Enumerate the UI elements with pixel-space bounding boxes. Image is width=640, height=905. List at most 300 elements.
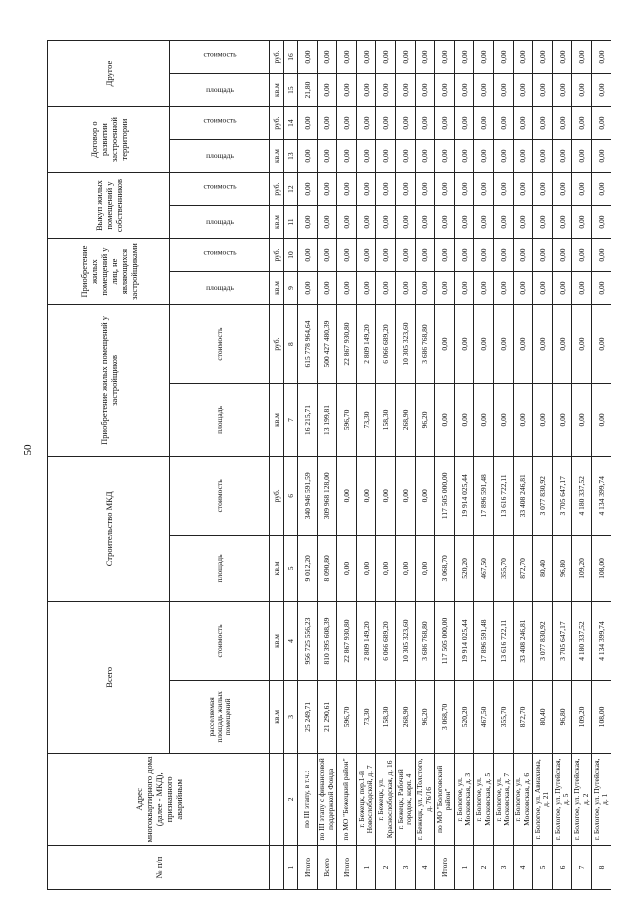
row-value: 80,40 [533, 681, 553, 754]
row-value: 0,00 [415, 173, 435, 206]
row-value: 0,00 [513, 41, 533, 74]
unit-cell: руб. [270, 456, 284, 535]
row-value: 0,00 [376, 456, 396, 535]
row-value: 0,00 [435, 74, 455, 107]
row-value: 0,00 [356, 272, 376, 305]
row-value: 0,00 [395, 272, 415, 305]
row-value: 117 505 000,00 [435, 601, 455, 680]
row-value: 0,00 [493, 272, 513, 305]
row-value: 21 290,61 [317, 681, 337, 754]
row-value: 0,00 [591, 173, 611, 206]
row-value: 0,00 [474, 107, 494, 140]
row-value: 10 305 323,60 [395, 305, 415, 384]
row-value: 3 068,70 [435, 681, 455, 754]
header-row-groups [48, 41, 170, 890]
row-value: 0,00 [376, 41, 396, 74]
rotated-table-frame [47, 40, 611, 890]
table-row [533, 41, 553, 890]
header-sub-label: площадь [205, 151, 234, 161]
row-value: 0,00 [513, 206, 533, 239]
row-value: 0,00 [337, 456, 357, 535]
row-value: 0,00 [337, 41, 357, 74]
row-value: 0,00 [356, 74, 376, 107]
row-value: 0,00 [356, 239, 376, 272]
row-value: 96,20 [415, 384, 435, 457]
header-sub-territory-area [170, 140, 270, 173]
row-value: 0,00 [356, 140, 376, 173]
row-value: 0,00 [298, 140, 318, 173]
row-value: 0,00 [513, 74, 533, 107]
row-value: 0,00 [513, 107, 533, 140]
header-group-purchase-developers: Приобретение жилых помещений у застройщиков [48, 305, 170, 457]
row-value: 0,00 [493, 107, 513, 140]
column-number: 14 [284, 107, 298, 140]
row-value: 0,00 [395, 535, 415, 601]
unit-cell: руб. [270, 173, 284, 206]
row-number: Итого [298, 846, 318, 890]
row-value: 0,00 [493, 206, 513, 239]
column-number: 10 [284, 239, 298, 272]
row-value: 467,50 [474, 535, 494, 601]
table-row [474, 41, 494, 890]
row-value: 25 249,71 [298, 681, 318, 754]
row-value: 9 012,20 [298, 535, 318, 601]
row-value: 0,00 [474, 173, 494, 206]
header-sub-label: площадь [205, 283, 234, 293]
row-address: г. Бологое, ул. Путейская, д. 5 [552, 753, 572, 845]
row-value: 109,20 [572, 535, 592, 601]
row-value: 0,00 [395, 173, 415, 206]
row-value: 0,00 [337, 535, 357, 601]
row-value: 268,90 [395, 384, 415, 457]
row-address: г. Бежецк, пер.1-й Новослободской, д. 7 [356, 753, 376, 845]
header-sub-construction-area: площадь [170, 535, 270, 601]
table-row [591, 41, 611, 890]
header-group-construction: Строительство МКД [48, 456, 170, 601]
row-value: 0,00 [474, 41, 494, 74]
row-number: 2 [376, 846, 396, 890]
row-value: 0,00 [337, 74, 357, 107]
column-number: 15 [284, 74, 298, 107]
row-number: 1 [454, 846, 474, 890]
row-value: 0,00 [474, 239, 494, 272]
row-value: 96,80 [552, 681, 572, 754]
page-number: 50 [22, 444, 34, 456]
resettlement-table [47, 40, 611, 890]
row-address: по МО "Бологовский район" [435, 753, 455, 845]
row-number: 1 [356, 846, 376, 890]
row-value: 0,00 [317, 107, 337, 140]
header-group-purchase-non-developers: Приобретение жилых помещений у лиц, не являющихся застройщиками [48, 239, 170, 305]
row-value: 13 199,81 [317, 384, 337, 457]
unit-cell [270, 753, 284, 845]
row-value: 108,00 [591, 681, 611, 754]
row-value: 158,30 [376, 384, 396, 457]
row-value: 0,00 [298, 107, 318, 140]
row-value: 0,00 [591, 305, 611, 384]
row-value: 33 408 246,81 [513, 456, 533, 535]
row-value: 0,00 [415, 41, 435, 74]
row-value: 0,00 [533, 173, 553, 206]
row-value: 0,00 [591, 272, 611, 305]
row-value: 0,00 [474, 74, 494, 107]
column-number: 1 [284, 846, 298, 890]
table-row [337, 41, 357, 890]
row-value: 956 725 556,23 [298, 601, 318, 680]
row-value: 19 914 025,44 [454, 601, 474, 680]
row-value: 0,00 [552, 305, 572, 384]
header-group-other: Другое [48, 41, 170, 107]
table-row [493, 41, 513, 890]
column-number: 4 [284, 601, 298, 680]
row-value: 0,00 [435, 384, 455, 457]
row-value: 0,00 [533, 41, 553, 74]
row-number: Всего [317, 846, 337, 890]
row-value: 615 778 964,64 [298, 305, 318, 384]
row-value: 0,00 [454, 107, 474, 140]
row-address: г. Бежецк, ул. Л.Толстого, д. 76/16 [415, 753, 435, 845]
row-value: 0,00 [572, 74, 592, 107]
row-value: 0,00 [415, 140, 435, 173]
unit-cell: руб. [270, 239, 284, 272]
row-value: 0,00 [395, 239, 415, 272]
row-value: 0,00 [533, 239, 553, 272]
row-value: 0,00 [572, 206, 592, 239]
header-sub-developers-cost: стоимость [170, 305, 270, 384]
row-value: 6 066 689,20 [376, 601, 396, 680]
table-row [415, 41, 435, 890]
row-value: 0,00 [356, 456, 376, 535]
row-value: 0,00 [356, 535, 376, 601]
row-value: 0,00 [356, 41, 376, 74]
row-value: 0,00 [395, 74, 415, 107]
row-value: 0,00 [454, 173, 474, 206]
column-number: 2 [284, 753, 298, 845]
document-page [47, 40, 611, 890]
row-value: 0,00 [376, 206, 396, 239]
row-value: 3 686 768,80 [415, 601, 435, 680]
header-group-territory-development: Договор о развитии застроенной территории [48, 107, 170, 173]
table-row [356, 41, 376, 890]
row-value: 17 896 591,48 [474, 456, 494, 535]
header-col-no: № п/п [48, 846, 270, 890]
table-row [552, 41, 572, 890]
row-value: 0,00 [415, 456, 435, 535]
row-value: 0,00 [552, 173, 572, 206]
row-value: 0,00 [454, 305, 474, 384]
row-value: 0,00 [474, 384, 494, 457]
column-number: 16 [284, 41, 298, 74]
row-number: 3 [493, 846, 513, 890]
row-value: 3 077 830,92 [533, 601, 553, 680]
column-number: 12 [284, 173, 298, 206]
row-value: 0,00 [298, 272, 318, 305]
row-value: 13 616 722,11 [493, 601, 513, 680]
row-value: 355,70 [493, 535, 513, 601]
row-value: 0,00 [474, 272, 494, 305]
header-col-address: Адрес многоквартирного дома (далее - МКД), признанного аварийным [48, 753, 270, 845]
row-value: 0,00 [533, 107, 553, 140]
row-value: 8 090,80 [317, 535, 337, 601]
column-number: 3 [284, 681, 298, 754]
row-value: 0,00 [513, 384, 533, 457]
row-value: 0,00 [552, 107, 572, 140]
row-value: 0,00 [435, 41, 455, 74]
row-address: г. Бологое, ул. Московская, д. 5 [474, 753, 494, 845]
row-address: г. Бежецк, ул. Краснослободская, д. 16 [376, 753, 396, 845]
row-value: 3 077 830,92 [533, 456, 553, 535]
row-value: 2 809 149,20 [356, 305, 376, 384]
table-row [395, 41, 415, 890]
row-value: 96,20 [415, 681, 435, 754]
row-value: 73,30 [356, 681, 376, 754]
row-value: 0,00 [572, 305, 592, 384]
unit-cell: кв.м [270, 74, 284, 107]
row-value: 0,00 [317, 173, 337, 206]
row-value: 0,00 [356, 107, 376, 140]
row-value: 4 134 399,74 [591, 456, 611, 535]
row-address: по III этапу, в т.ч.: [298, 753, 318, 845]
row-value: 0,00 [493, 305, 513, 384]
header-sub-total-cost: стоимость [170, 601, 270, 680]
row-value: 158,30 [376, 681, 396, 754]
row-value: 520,20 [454, 535, 474, 601]
unit-cell [270, 846, 284, 890]
row-value: 0,00 [376, 272, 396, 305]
row-number: 6 [552, 846, 572, 890]
row-value: 0,00 [591, 107, 611, 140]
row-value: 0,00 [317, 41, 337, 74]
row-value: 0,00 [552, 41, 572, 74]
row-value: 0,00 [298, 239, 318, 272]
header-sub-non-developers-cost [170, 239, 270, 272]
row-value: 0,00 [435, 206, 455, 239]
header-sub-construction-cost: стоимость [170, 456, 270, 535]
row-value: 0,00 [337, 206, 357, 239]
row-value: 0,00 [317, 206, 337, 239]
row-value: 0,00 [376, 140, 396, 173]
row-value: 80,40 [533, 535, 553, 601]
row-value: 0,00 [591, 74, 611, 107]
row-number: 8 [591, 846, 611, 890]
row-value: 6 066 689,20 [376, 305, 396, 384]
row-value: 0,00 [298, 41, 318, 74]
unit-cell: кв.м [270, 384, 284, 457]
row-value: 872,70 [513, 681, 533, 754]
header-sub-label: стоимость [203, 115, 236, 125]
row-number: 4 [415, 846, 435, 890]
unit-cell: руб. [270, 41, 284, 74]
row-value: 0,00 [572, 41, 592, 74]
table-row [513, 41, 533, 890]
row-address: г. Бежецк, Рабочий городок, корп. 4 [395, 753, 415, 845]
row-value: 0,00 [513, 272, 533, 305]
row-value: 0,00 [317, 74, 337, 107]
row-value: 0,00 [513, 173, 533, 206]
row-value: 0,00 [552, 140, 572, 173]
row-value: 0,00 [591, 206, 611, 239]
row-value: 0,00 [376, 107, 396, 140]
row-value: 596,70 [337, 384, 357, 457]
row-value: 0,00 [337, 107, 357, 140]
row-value: 0,00 [552, 384, 572, 457]
column-number: 7 [284, 384, 298, 457]
row-value: 33 408 246,81 [513, 601, 533, 680]
table-row [572, 41, 592, 890]
row-value: 0,00 [533, 305, 553, 384]
header-sub-buyout-cost [170, 173, 270, 206]
row-value: 0,00 [454, 41, 474, 74]
row-value: 0,00 [454, 206, 474, 239]
row-value: 0,00 [356, 173, 376, 206]
row-value: 0,00 [454, 384, 474, 457]
column-number: 11 [284, 206, 298, 239]
column-number: 13 [284, 140, 298, 173]
row-value: 0,00 [552, 74, 572, 107]
header-sub-territory-cost [170, 107, 270, 140]
column-number: 5 [284, 535, 298, 601]
row-value: 2 809 149,20 [356, 601, 376, 680]
row-value: 4 180 337,52 [572, 456, 592, 535]
header-group-total: Всего [48, 601, 170, 753]
row-value: 0,00 [435, 305, 455, 384]
row-value: 0,00 [493, 239, 513, 272]
row-value: 0,00 [552, 206, 572, 239]
column-number: 9 [284, 272, 298, 305]
row-value: 0,00 [376, 74, 396, 107]
row-value: 19 914 025,44 [454, 456, 474, 535]
row-value: 109,20 [572, 681, 592, 754]
row-value: 0,00 [415, 239, 435, 272]
row-value: 0,00 [376, 535, 396, 601]
row-value: 0,00 [415, 272, 435, 305]
unit-cell: руб. [270, 107, 284, 140]
row-value: 309 968 128,00 [317, 456, 337, 535]
row-value: 0,00 [513, 239, 533, 272]
row-value: 0,00 [591, 140, 611, 173]
row-number: Итого [435, 846, 455, 890]
row-number: Итого [337, 846, 357, 890]
unit-cell: руб. [270, 305, 284, 384]
row-value: 0,00 [591, 41, 611, 74]
row-value: 0,00 [415, 107, 435, 140]
row-value: 0,00 [454, 272, 474, 305]
row-value: 0,00 [395, 206, 415, 239]
header-sub-other-cost [170, 41, 270, 74]
row-value: 0,00 [533, 206, 553, 239]
row-value: 10 305 323,60 [395, 601, 415, 680]
row-address: г. Бологое, ул. Московская, д. 7 [493, 753, 513, 845]
row-value: 0,00 [337, 272, 357, 305]
row-value: 3 705 647,17 [552, 601, 572, 680]
row-value: 0,00 [415, 535, 435, 601]
row-value: 0,00 [435, 173, 455, 206]
row-value: 810 395 608,39 [317, 601, 337, 680]
table-row [435, 41, 455, 890]
row-value: 96,80 [552, 535, 572, 601]
row-value: 0,00 [533, 384, 553, 457]
row-value: 21,80 [298, 74, 318, 107]
row-value: 0,00 [533, 140, 553, 173]
row-number: 2 [474, 846, 494, 890]
header-row-units [270, 41, 284, 890]
row-value: 17 896 591,48 [474, 601, 494, 680]
row-value: 0,00 [356, 206, 376, 239]
header-row-numbers [284, 41, 298, 890]
row-value: 467,50 [474, 681, 494, 754]
row-value: 22 867 930,80 [337, 305, 357, 384]
row-value: 0,00 [337, 140, 357, 173]
row-value: 0,00 [572, 384, 592, 457]
row-number: 5 [533, 846, 553, 890]
unit-cell: кв.м [270, 601, 284, 680]
row-value: 3 705 647,17 [552, 456, 572, 535]
row-value: 0,00 [337, 239, 357, 272]
row-value: 0,00 [435, 140, 455, 173]
row-value: 0,00 [493, 384, 513, 457]
row-value: 355,70 [493, 681, 513, 754]
unit-cell: кв.м [270, 272, 284, 305]
row-address: по III этапу с финансовой поддержкой Фонда [317, 753, 337, 845]
row-value: 4 180 337,52 [572, 601, 592, 680]
header-sub-buyout-area [170, 206, 270, 239]
table-row [454, 41, 474, 890]
row-value: 0,00 [435, 239, 455, 272]
row-value: 0,00 [454, 74, 474, 107]
row-address: г. Бологое, ул. Московская, д. 6 [513, 753, 533, 845]
row-value: 520,20 [454, 681, 474, 754]
row-value: 0,00 [454, 239, 474, 272]
row-value: 0,00 [513, 305, 533, 384]
row-value: 0,00 [552, 272, 572, 305]
row-value: 0,00 [493, 41, 513, 74]
row-value: 16 215,71 [298, 384, 318, 457]
row-value: 117 505 000,00 [435, 456, 455, 535]
column-number: 6 [284, 456, 298, 535]
header-sub-total-area: расселяемая площадь жилых помещений [170, 681, 270, 754]
header-sub-label: площадь [205, 85, 234, 95]
row-value: 0,00 [572, 173, 592, 206]
row-value: 596,70 [337, 681, 357, 754]
column-number: 8 [284, 305, 298, 384]
row-value: 13 616 722,11 [493, 456, 513, 535]
row-number: 7 [572, 846, 592, 890]
row-value: 0,00 [317, 140, 337, 173]
header-sub-non-developers-area [170, 272, 270, 305]
row-value: 0,00 [591, 384, 611, 457]
row-value: 500 427 480,39 [317, 305, 337, 384]
row-value: 0,00 [435, 107, 455, 140]
row-value: 0,00 [474, 140, 494, 173]
row-value: 0,00 [435, 272, 455, 305]
row-value: 0,00 [395, 456, 415, 535]
row-address: г. Бологое, ул. Авиахима, д. 21 [533, 753, 553, 845]
header-sub-label: площадь [205, 217, 234, 227]
unit-cell: кв.м [270, 140, 284, 173]
row-value: 0,00 [298, 206, 318, 239]
row-value: 0,00 [572, 272, 592, 305]
row-value: 0,00 [415, 206, 435, 239]
row-value: 0,00 [533, 272, 553, 305]
row-value: 4 134 399,74 [591, 601, 611, 680]
row-address: г. Бологое, ул. Путейская, д. 1 [591, 753, 611, 845]
row-value: 268,90 [395, 681, 415, 754]
row-number: 4 [513, 846, 533, 890]
row-value: 0,00 [395, 107, 415, 140]
header-sub-label: стоимость [203, 181, 236, 191]
table-body [298, 41, 612, 890]
row-value: 0,00 [493, 140, 513, 173]
